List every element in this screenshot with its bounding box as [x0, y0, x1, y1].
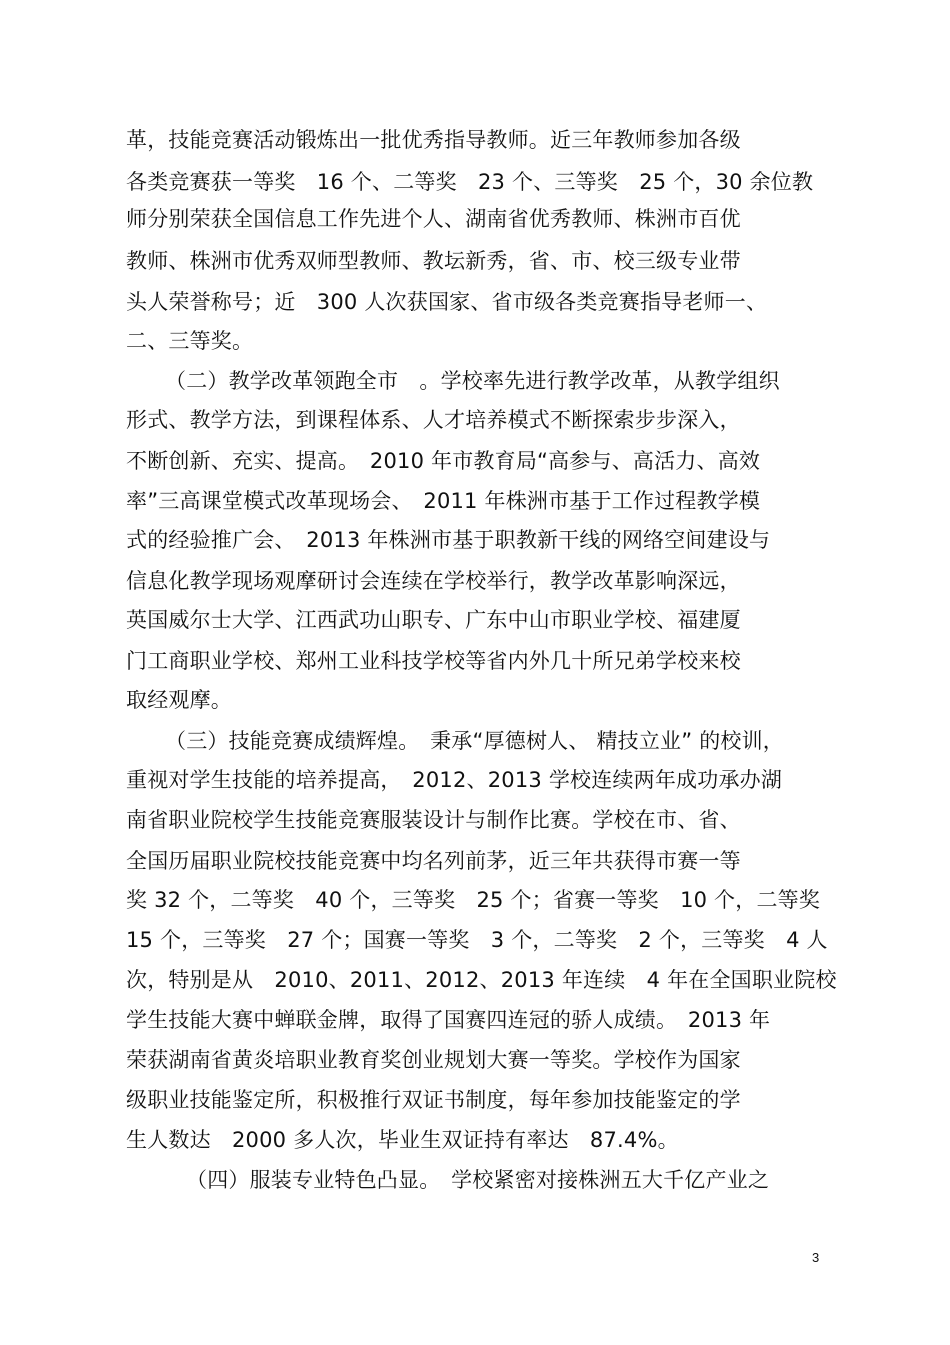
text-line: 英国威尔士大学、江西武功山职专、广东中山市职业学校、福建厦 [126, 608, 741, 632]
text-line: 形式、教学方法，到课程体系、人才培养模式不断探索步步深入， [126, 408, 741, 432]
text-line: 式的经验推广会、 2013 年株洲市基于职教新干线的网络空间建设与 [126, 528, 771, 552]
paragraph-heading-line: （三）技能竞赛成绩辉煌。 秉承“厚德树人、 精技立业” 的校训， [165, 729, 785, 753]
text-line: 取经观摩。 [126, 688, 232, 712]
text-line: 级职业技能鉴定所，积极推行双证书制度，每年参加技能鉴定的学 [126, 1088, 741, 1112]
text-line: 15 个，三等奖 27 个；国赛一等奖 3 个，二等奖 2 个，三等奖 4 人 [126, 928, 828, 952]
text-line: 教师、株洲市优秀双师型教师、教坛新秀，省、市、校三级专业带 [126, 249, 741, 273]
text-line: 信息化教学现场观摩研讨会连续在学校举行，教学改革影响深远， [126, 569, 741, 593]
text-line: 二、三等奖。 [126, 329, 254, 353]
paragraph-heading-line: （二）教学改革领跑全市 。学校率先进行教学改革，从教学组织 [165, 369, 780, 393]
text-line: 率”三高课堂模式改革现场会、 2011 年株洲市基于工作过程教学模 [126, 489, 761, 513]
text-line: 门工商职业学校、郑州工业科技学校等省内外几十所兄弟学校来校 [126, 649, 741, 673]
text-line: 重视对学生技能的培养提高， 2012、2013 学校连续两年成功承办湖 [126, 768, 783, 792]
text-line: 头人荣誉称号；近 300 人次获国家、省市级各类竞赛指导老师一、 [126, 290, 768, 314]
text-line: 学生技能大赛中蝉联金牌，取得了国赛四连冠的骄人成绩。 2013 年 [126, 1008, 771, 1032]
page-number: 3 [812, 1250, 820, 1265]
text-line: 不断创新、充实、提高。 2010 年市教育局“高参与、高活力、高效 [126, 449, 761, 473]
text-line: 革，技能竞赛活动锻炼出一批优秀指导教师。近三年教师参加各级 [126, 128, 741, 152]
text-line: 南省职业院校学生技能竞赛服装设计与制作比赛。学校在市、省、 [126, 808, 741, 832]
text-line: 奖 32 个，二等奖 40 个，三等奖 25 个；省赛一等奖 10 个，二等奖 [126, 888, 821, 912]
text-line: 生人数达 2000 多人次，毕业生双证持有率达 87.4%。 [126, 1128, 679, 1152]
text-line: 全国历届职业院校技能竞赛中均名列前茅，近三年共获得市赛一等 [126, 849, 741, 873]
text-line: 师分别荣获全国信息工作先进个人、湖南省优秀教师、株洲市百优 [126, 207, 741, 231]
text-line: 次，特别是从 2010、2011、2012、2013 年连续 4 年在全国职业院校 [126, 968, 837, 992]
text-line: 荣获湖南省黄炎培职业教育奖创业规划大赛一等奖。学校作为国家 [126, 1048, 741, 1072]
text-line: 各类竞赛获一等奖 16 个、二等奖 23 个、三等奖 25 个，30 余位教 [126, 170, 814, 194]
paragraph-heading-line: （四）服装专业特色凸显。 学校紧密对接株洲五大千亿产业之 [186, 1168, 770, 1192]
